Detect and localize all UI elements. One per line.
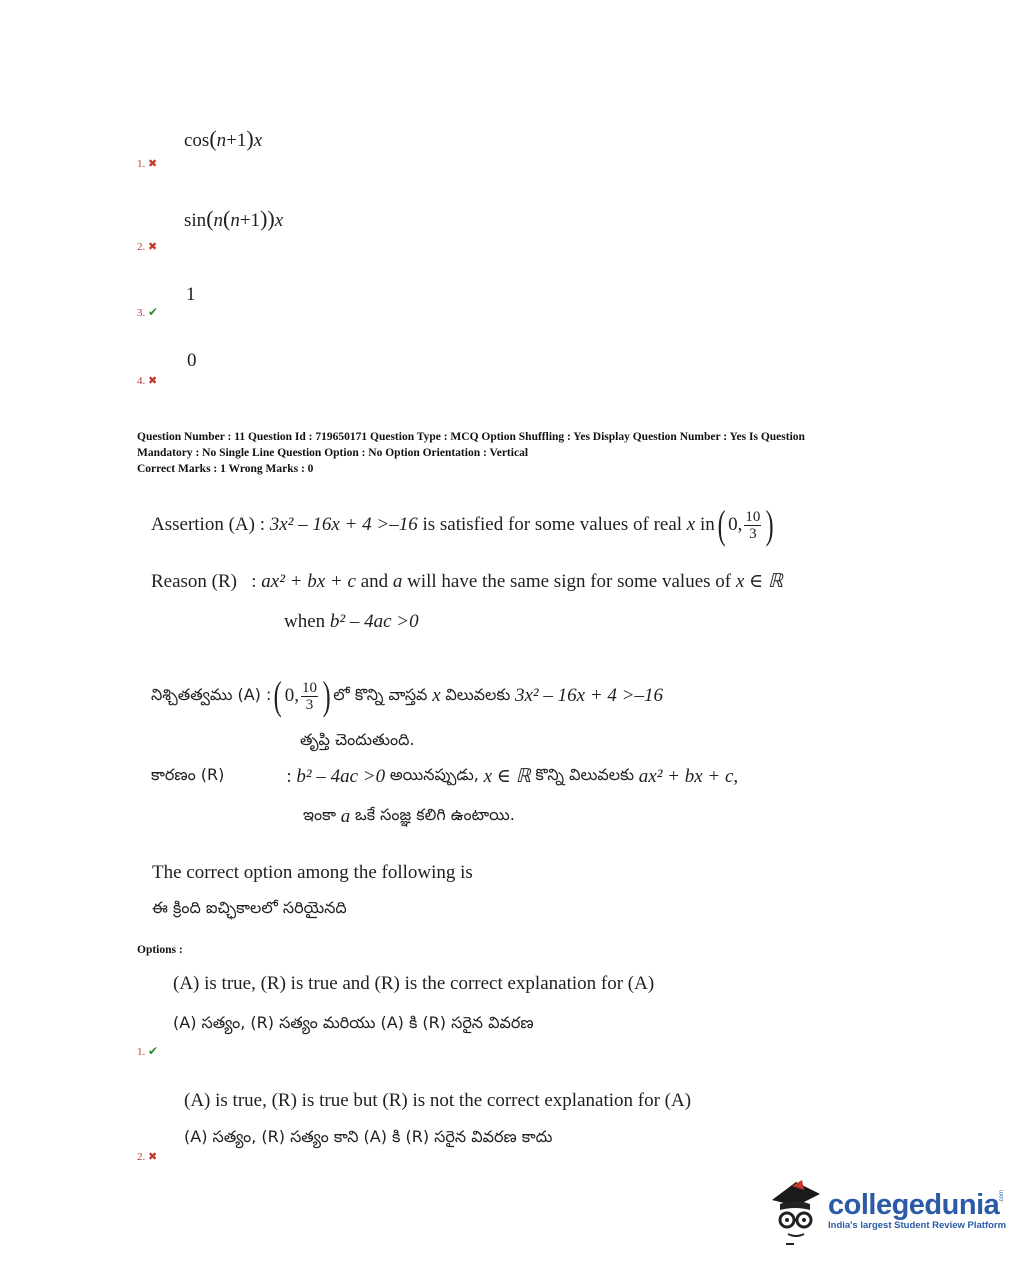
te-reason-line: [151, 765, 738, 788]
te-assertion-line-2: తృప్తి చెందుతుంది.: [300, 730, 415, 749]
question-meta-line-2: Mandatory : No Single Line Question Option : No Option Orientation : Vertical: [137, 447, 529, 459]
correct-check-icon: ✔: [148, 305, 159, 319]
interval-fraction: $\frac{10}{3}$: [301, 679, 317, 713]
wrong-mark-icon: ✖: [148, 241, 158, 253]
te-reason-line-2: [303, 805, 515, 828]
prev-option-3-expr: 1: [186, 284, 196, 305]
logo-name: collegedunia: [828, 1189, 1000, 1221]
wrong-mark-icon: ✖: [148, 158, 158, 170]
prev-option-1-number: 1. ✖: [137, 158, 158, 170]
te-assertion-line: [151, 671, 663, 721]
option-1-number: 1. ✔: [137, 1044, 159, 1058]
option-2-number: 2. ✖: [137, 1151, 158, 1163]
te-reason-expression: ax² + bx + c,: [638, 765, 739, 787]
reason-expression: ax² + bx + c: [261, 570, 356, 592]
assertion-in: in: [699, 514, 715, 535]
te-assertion-var: x: [432, 685, 441, 706]
te-reason-line-2b: ఒకే సంజ్ఞ కలిగి ఉంటాయి.: [355, 805, 515, 824]
interval-left: 0,: [284, 685, 299, 706]
option-2-te[interactable]: (A) సత్యం, (R) సత్యం కాని (A) కి (R) సరైన వివరణ కాదు: [184, 1127, 553, 1146]
reason-label: Reason (R): [151, 570, 238, 592]
reason-line: [151, 570, 783, 593]
reason-when: when: [284, 611, 326, 632]
left-paren: (: [717, 502, 726, 547]
option-1-en[interactable]: (A) is true, (R) is true and (R) is the correct explanation for (A): [173, 973, 655, 994]
options-label: Options :: [137, 944, 183, 956]
prev-option-2-expr: sin(n(n+1))x: [184, 206, 284, 231]
prev-option-4-number: 4. ✖: [137, 375, 158, 387]
te-reason-line-2a: ఇంకా: [303, 805, 337, 824]
question-meta-line-1: Question Number : 11 Question Id : 719650171 Question Type : MCQ Option Shuffling : Yes Display Question Number : Yes Is Question: [137, 431, 805, 443]
te-reason-label: కారణం (R): [151, 765, 225, 784]
correct-check-icon: ✔: [148, 1044, 159, 1058]
assertion-var: x: [686, 514, 696, 535]
reason-text: will have the same sign for some values of: [407, 570, 732, 592]
te-reason-set: x ∈ ℝ: [483, 766, 531, 787]
reason-and: and: [360, 570, 389, 592]
reason-condition: b² – 4ac >0: [329, 611, 419, 632]
logo-suffix: .com: [999, 1190, 1006, 1204]
reason-condition-line: [284, 611, 419, 633]
assertion-text: is satisfied for some values of real: [422, 514, 683, 535]
te-assertion-label: నిశ్చితత్వము (A) :: [151, 684, 272, 704]
question-meta: [137, 429, 917, 477]
te-assertion-expression: 3x² – 16x + 4 >–16: [515, 685, 663, 706]
te-reason-text-1: అయినప్పుడు,: [389, 765, 479, 784]
assertion-line: [151, 500, 777, 550]
reason-a: a: [392, 570, 403, 592]
te-reason-colon: :: [286, 765, 292, 787]
prev-option-1-expr: cos(n+1)x: [184, 126, 263, 151]
reason-set: x ∈ ℝ: [735, 571, 783, 592]
assertion-label: Assertion (A) :: [151, 514, 265, 535]
option-1-te[interactable]: (A) సత్యం, (R) సత్యం మరియు (A) కి (R) సరైన వివరణ: [173, 1013, 534, 1032]
right-paren: ): [766, 502, 775, 547]
right-paren: ): [322, 673, 331, 718]
interval-fraction: $\frac{10}{3}$: [745, 508, 761, 542]
te-reason-var: a: [340, 805, 351, 827]
option-2-en[interactable]: (A) is true, (R) is true but (R) is not the correct explanation for (A): [184, 1090, 692, 1111]
te-reason-text-2: కొన్ని విలువలకు: [535, 765, 635, 784]
collegedunia-logo: [766, 1176, 1006, 1246]
te-assertion-text-2: విలువలకు: [445, 684, 511, 704]
prev-option-3-number: 3. ✔: [137, 305, 159, 319]
wrong-mark-icon: ✖: [148, 1151, 158, 1163]
prev-option-2-number: 2. ✖: [137, 241, 158, 253]
reason-colon: :: [251, 570, 257, 592]
logo-tagline: India's largest Student Review Platform: [828, 1220, 1007, 1231]
te-assertion-text-1: లో కొన్ని వాస్తవ: [333, 684, 428, 704]
assertion-expression: 3x² – 16x + 4 >–16: [269, 514, 418, 535]
prev-option-4-expr: 0: [187, 350, 197, 371]
prompt-en: The correct option among the following is: [152, 862, 473, 883]
left-paren: (: [274, 673, 283, 718]
mascot-icon: [766, 1176, 824, 1246]
wrong-mark-icon: ✖: [148, 375, 158, 387]
question-marks: Correct Marks : 1 Wrong Marks : 0: [137, 463, 314, 475]
interval-left: 0,: [728, 514, 743, 535]
te-reason-condition: b² – 4ac >0: [296, 765, 386, 787]
prompt-te: ఈ క్రింది ఐచ్ఛికాలలో సరియైనది: [152, 898, 347, 917]
